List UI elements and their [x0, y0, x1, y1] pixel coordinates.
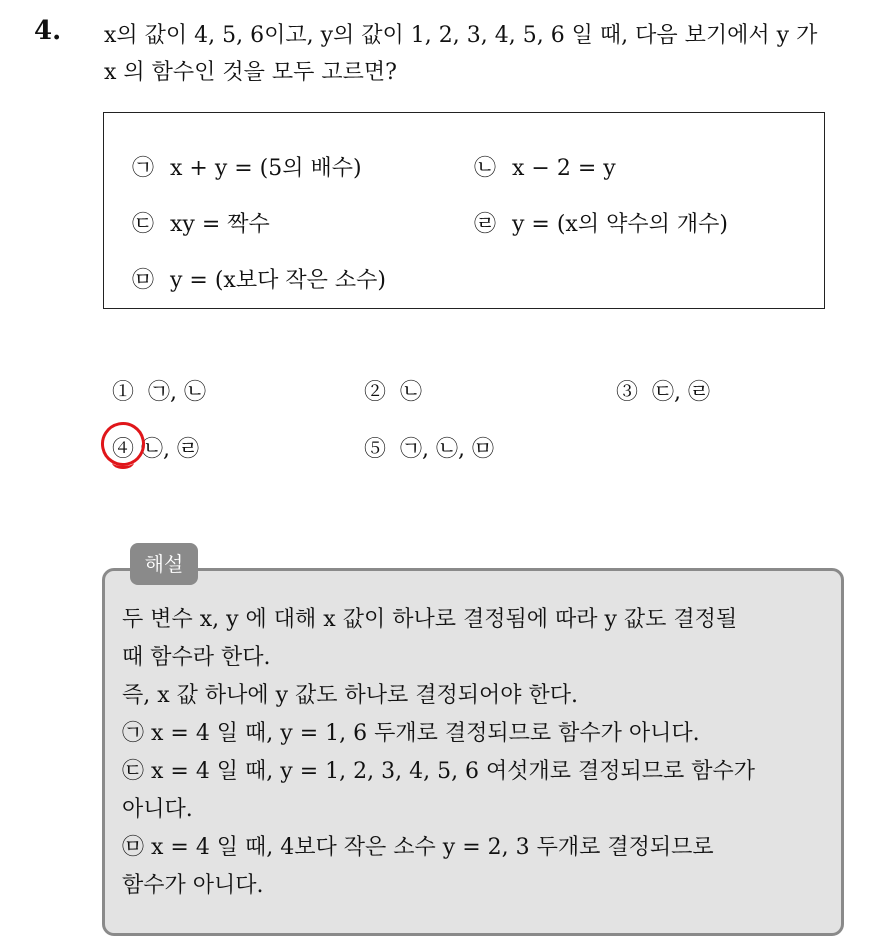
- option-text: y = (x의 약수의 개수): [512, 212, 728, 237]
- question-text-line-1: x의 값이 4, 5, 6이고, y의 값이 1, 2, 3, 4, 5, 6 일 때, 다음 보기에서 y 가: [104, 23, 818, 48]
- solution-line: 두 변수 x, y 에 대해 x 값이 하나로 결정됨에 따라 y 값도 결정될: [122, 607, 738, 632]
- answer-choice-1[interactable]: [112, 375, 206, 406]
- option-a: [132, 151, 362, 182]
- option-e: [132, 263, 386, 294]
- choice-number: ①: [112, 380, 135, 405]
- option-text: x + y = (5의 배수): [170, 156, 362, 181]
- question-number: 4.: [34, 16, 62, 46]
- solution-line: ㉠ x = 4 일 때, y = 1, 6 두개로 결정되므로 함수가 아니다.: [122, 721, 700, 746]
- choice-text: ㉡, ㉣: [141, 437, 200, 462]
- red-circle-tail: [112, 456, 134, 469]
- choice-text: ㉢, ㉣: [652, 380, 711, 405]
- choice-text: ㉠, ㉡: [148, 380, 207, 405]
- choice-number: ②: [364, 380, 387, 405]
- solution-line: ㉤ x = 4 일 때, 4보다 작은 소수 y = 2, 3 두개로 결정되므로: [122, 835, 714, 860]
- solution-line: 때 함수라 한다.: [122, 645, 271, 670]
- solution-tab: 해설: [130, 543, 198, 585]
- solution-line: 아니다.: [122, 797, 193, 822]
- choice-text: ㉠, ㉡, ㉤: [400, 437, 494, 462]
- option-c: [132, 207, 270, 238]
- option-b: [474, 151, 616, 182]
- choice-number: ⑤: [364, 437, 387, 462]
- answer-choice-3[interactable]: [616, 375, 710, 406]
- question-text-line-2: x 의 함수인 것을 모두 고르면?: [104, 60, 397, 85]
- option-marker: ㉡: [474, 156, 497, 181]
- option-text: y = (x보다 작은 소수): [170, 268, 386, 293]
- option-marker: ㉣: [474, 212, 497, 237]
- choice-text: ㉡: [400, 380, 423, 405]
- option-d: [474, 207, 728, 238]
- choice-number: ④: [112, 437, 135, 462]
- answer-choice-2[interactable]: [364, 375, 422, 406]
- option-marker: ㉤: [132, 268, 155, 293]
- option-marker: ㉢: [132, 212, 155, 237]
- option-text: xy = 짝수: [170, 212, 270, 237]
- answer-choice-5[interactable]: [364, 432, 494, 463]
- option-marker: ㉠: [132, 156, 155, 181]
- solution-line: ㉢ x = 4 일 때, y = 1, 2, 3, 4, 5, 6 여섯개로 결정되므로 함수가: [122, 759, 756, 784]
- choice-number: ③: [616, 380, 639, 405]
- solution-line: 함수가 아니다.: [122, 873, 264, 898]
- solution-line: 즉, x 값 하나에 y 값도 하나로 결정되어야 한다.: [122, 683, 579, 708]
- option-text: x − 2 = y: [512, 156, 616, 181]
